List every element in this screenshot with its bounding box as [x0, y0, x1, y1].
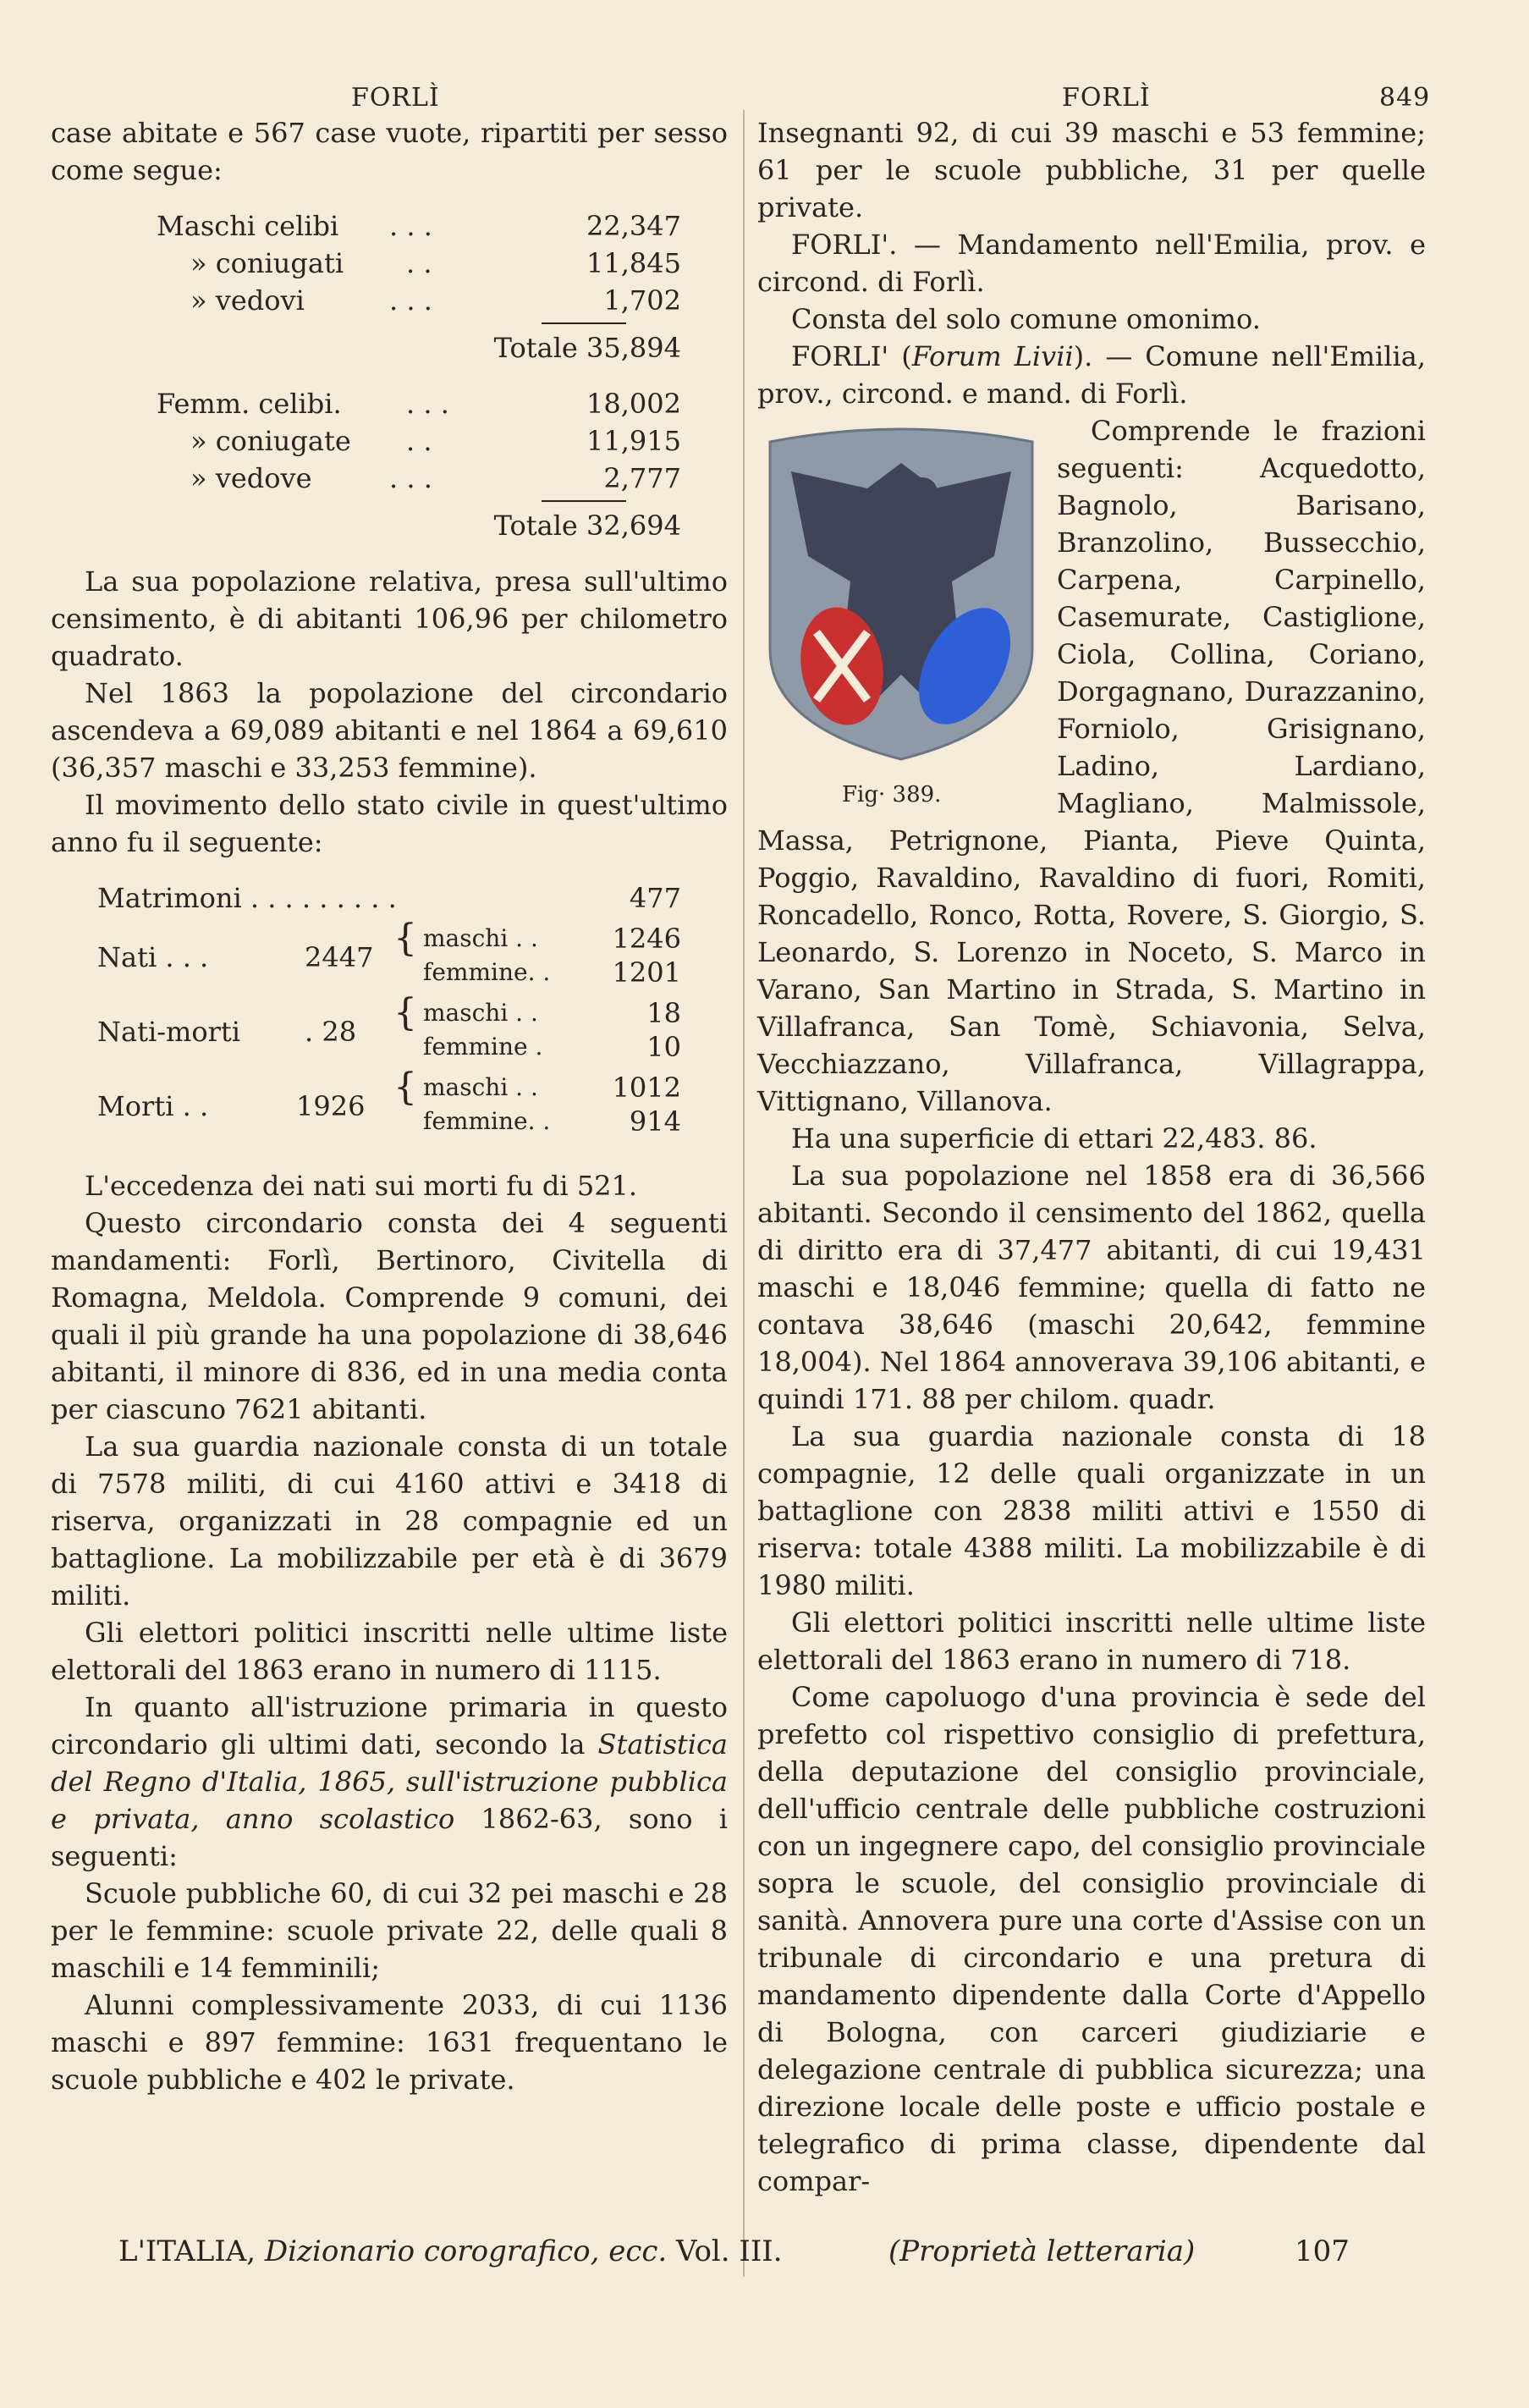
footer-copyright: (Proprietà letteraria) [888, 2234, 1196, 2268]
paragraph: Questo circondario consta dei 4 seguenti mandamenti: Forlì, Bertinoro, Civitella di Romagna, Meldola. Comprende 9 comuni, dei quali il più grande ha una popolazione di 38,646 abitanti, il minore di 836, ed in una media conta per ciascuno 7621 abitanti. [51, 1207, 728, 1425]
entry-comune: FORLI' (Forum Livii). — Comune nell'Emilia, prov., circond. e mand. di Forlì. [757, 340, 1426, 410]
coat-of-arms-figure [757, 412, 1045, 818]
intro-paragraph: case abitate e 567 case vuote, ripartiti per sesso come segue: [51, 117, 728, 186]
table-row: » coniugati . . 11,845 [190, 247, 681, 279]
paragraph: Il movimento dello stato civile in quest'ultimo anno fu il seguente: [51, 789, 728, 858]
left-column [51, 114, 728, 2098]
males-table [51, 207, 728, 366]
right-column [757, 114, 1426, 2200]
column-divider [743, 110, 745, 2277]
paragraph: Comprende le frazioni seguenti: Acquedotto, Bagnolo, Barisano, Branzolino, Bussecchio, Carpena, Carpinello, Casemurate, Castiglione, Ciola, Collina, Coriano, Dorgagnano, Durazzanino, Forniolo, Grisignano, Ladino, Lardiano, Magliano, Malmissole, Massa, Petrignone, Pianta, Pieve Quinta, Poggio, Ravaldino, Ravaldino di fuori, Romiti, Roncadello, Ronco, Rotta, Rovere, S. Giorgio, S. Leonardo, S. Lorenzo in Noceto, S. Marco in Varano, San Martino in Strada, S. Martino in Villafranca, San Tomè, Schiavonia, Selva, Vecchiazzano, Villafranca, Villagrappa, Vittignano, Villanova. [757, 415, 1426, 1117]
paragraph: Insegnanti 92, di cui 39 maschi e 53 femmine; 61 per le scuole pubbliche, 31 per quelle private. [757, 117, 1426, 223]
paragraph: Consta del solo comune omonimo. [791, 303, 1261, 335]
paragraph: La sua popolazione nel 1858 era di 36,566 abitanti. Secondo il censimento del 1862, quella di diritto era di 37,477 abitanti, di cui 19,431 maschi e 18,046 femmine; quella di fatto ne contava 38,646 (maschi 20,642, femmine 18,004). Nel 1864 annoverava 39,106 abitanti, e quindi 171. 88 per chilom. quadr. [757, 1160, 1426, 1415]
sum-rule [542, 500, 626, 502]
paragraph: Alunni complessivamente 2033, di cui 1136 maschi e 897 femmine: 1631 frequentano le scuole pubbliche e 402 le private. [51, 1989, 728, 2096]
right-running-title: FORLÌ [1062, 83, 1151, 113]
table-row: » vedovi . . . 1,702 [190, 284, 681, 317]
paragraph: La sua guardia nazionale consta di un totale di 7578 militi, di cui 4160 attivi e 3418 di riserva, organizzati in 28 compagnie ed un battaglione. La mobilizzabile per età è di 3679 militi. [51, 1430, 728, 1612]
figure-caption: Fig· 389. [842, 782, 942, 807]
sum-rule [542, 322, 626, 324]
civil-movement-table: Matrimoni . . . . . . . . . 477 Nati . . . 2447 { maschi . . 1246 femmine. . 1201 Nati-morti . 28 { maschi . . 18 femmine . 10 Morti . . 1926 { maschi . . 1012 femmine. . 914 [97, 882, 681, 1138]
coat-of-arms-icon [766, 421, 1037, 768]
left-running-title: FORLÌ [351, 83, 440, 113]
females-table [51, 385, 728, 544]
paragraph: Gli elettori politici inscritti nelle ultime liste elettorali del 1863 erano in numero di 1115. [51, 1617, 728, 1686]
paragraph: Come capoluogo d'una provincia è sede del prefetto col rispettivo consiglio di prefettura, della deputazione del consiglio provinciale, dell'ufficio centrale delle pubbliche costruzioni con un ingegnere capo, del consiglio provinciale sopra le scuole, del consiglio provinciale di sanità. Annovera pure una corte d'Assise con un tribunale di circondario e una pretura di mandamento dipendente dalla Corte d'Appello di Bologna, con carceri giudiziarie e delegazione centrale di pubblica sicurezza; una direzione locale delle poste e ufficio postale e telegrafico di prima classe, dipendente dal compar- [757, 1681, 1426, 2197]
paragraph: Gli elettori politici inscritti nelle ultime liste elettorali del 1863 erano in numero di 718. [757, 1606, 1426, 1676]
total-row: Totale 35,894 [493, 332, 681, 364]
signature-number: 107 [1295, 2234, 1350, 2268]
paragraph: La sua guardia nazionale consta di 18 compagnie, 12 delle quali organizzate in un battaglione con 2838 militi attivi e 1550 di riserva: totale 4388 militi. La mobilizzabile è di 1980 militi. [757, 1420, 1426, 1601]
paragraph: L'eccedenza dei nati sui morti fu di 521. [85, 1170, 638, 1202]
footer-imprint: L'ITALIA, Dizionario corografico, ecc. Vol. III. [118, 2234, 783, 2268]
paragraph: La sua popolazione relativa, presa sull'ultimo censimento, è di abitanti 106,96 per chilometro quadrato. [51, 565, 728, 672]
paragraph: Nel 1863 la popolazione del circondario ascendeva a 69,089 abitanti e nel 1864 a 69,610 (36,357 maschi e 33,253 femmine). [51, 677, 728, 784]
paragraph: Scuole pubbliche 60, di cui 32 pei maschi e 28 per le femmine: scuole private 22, delle quali 8 maschili e 14 femminili; [51, 1877, 728, 1984]
brace-icon: { [393, 1066, 417, 1109]
paragraph: Ha una superficie di ettari 22,483. 86. [791, 1122, 1317, 1154]
total-row: Totale 32,694 [493, 510, 681, 542]
page-number: 849 [1379, 83, 1431, 113]
table-row: Femm. celibi. . . . 18,002 [157, 388, 681, 420]
table-row: » coniugate . . 11,915 [190, 425, 681, 457]
table-row: » vedove . . . 2,777 [190, 462, 681, 494]
entry-mandamento: FORLI'. — Mandamento nell'Emilia, prov. e circond. di Forlì. [757, 229, 1426, 298]
brace-icon: { [393, 917, 417, 960]
brace-icon: { [393, 991, 417, 1034]
paragraph: In quanto all'istruzione primaria in questo circondario gli ultimi dati, secondo la Statistica del Regno d'Italia, 1865, sull'istruzione pubblica e privata, anno scolastico 1862-63, sono i seguenti: [51, 1691, 729, 1872]
citation-title: Statistica del Regno d'Italia, 1865, sull'istruzione pubblica e privata, anno scolastico [51, 1728, 728, 1835]
table-row: Maschi celibi . . . 22,347 [157, 210, 681, 242]
